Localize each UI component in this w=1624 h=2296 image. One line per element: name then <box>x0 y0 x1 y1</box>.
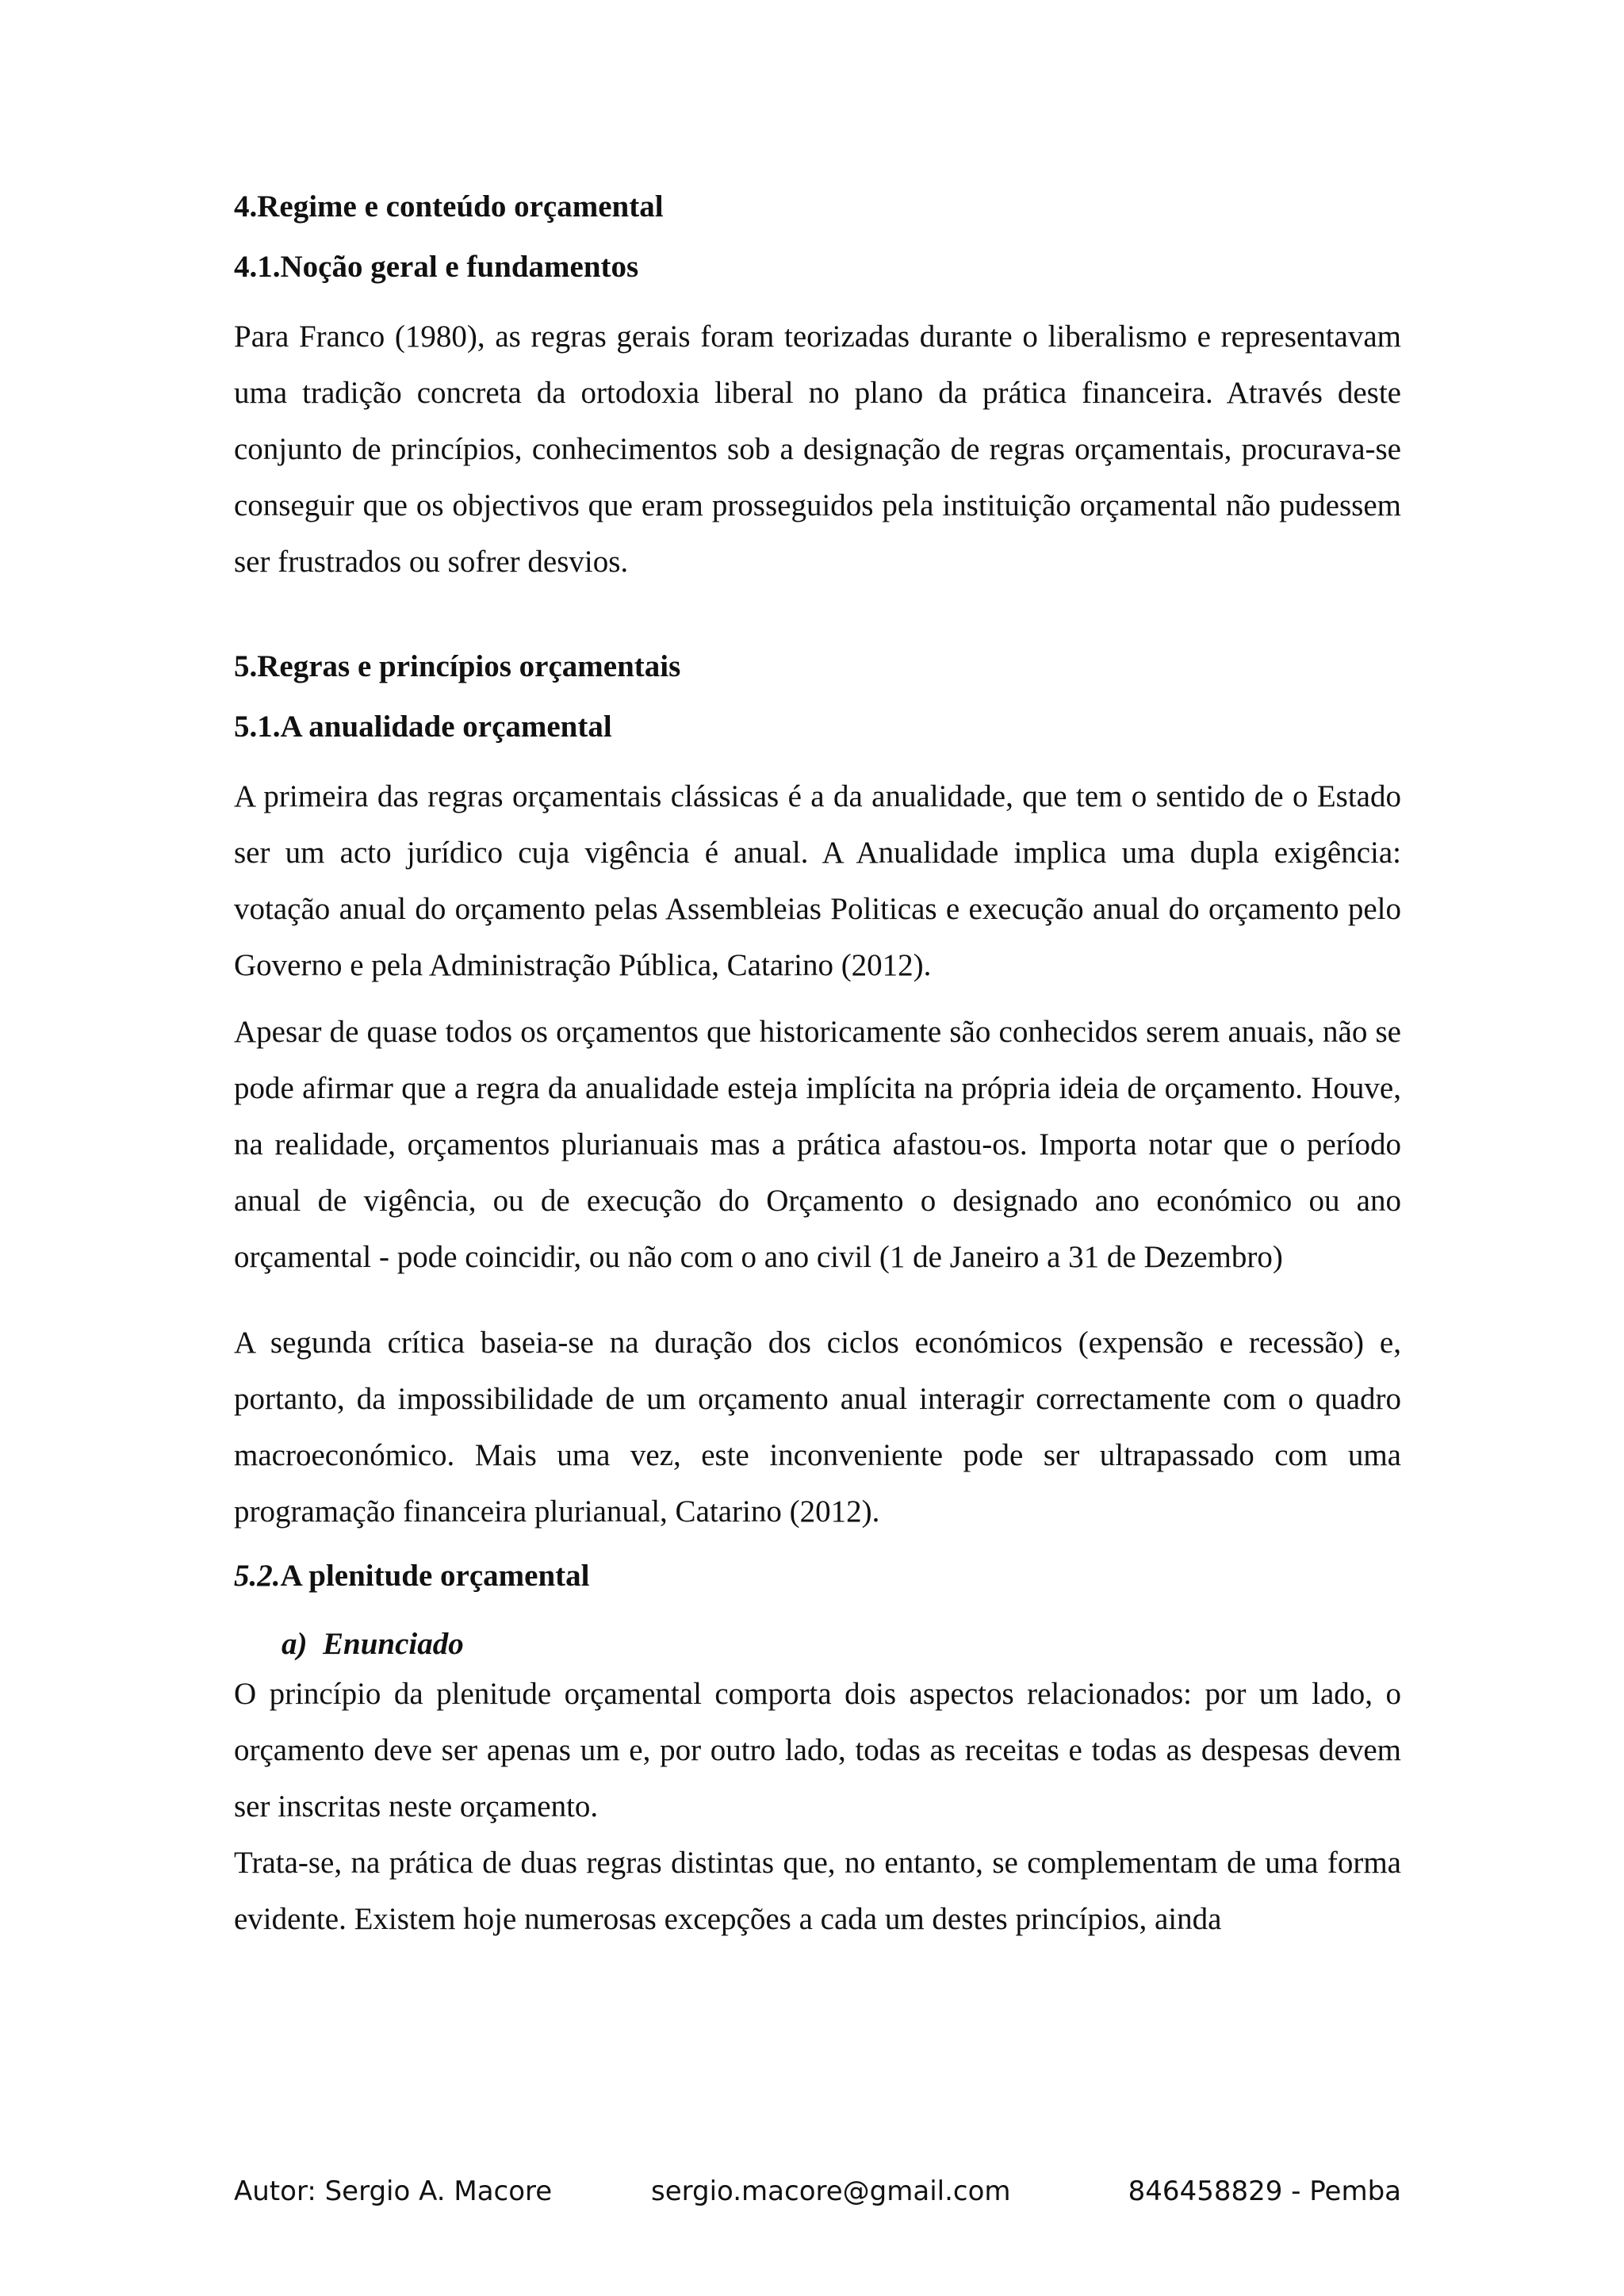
section-5-1-paragraph-2: Apesar de quase todos os orçamentos que historicamente são conhecidos serem anuais, não se pode afirmar que a regra da anualidade esteja implícita na própria ideia de orçamento. Houve, na realidade, orçamentos plurianuais mas a prática afastou-os. Importa notar que o período anual de vigência, ou de execução do Orçamento o designado ano económico ou ano orçamental - pode coincidir, ou não com o ano civil (1 de Janeiro a 31 de Dezembro) <box>234 1015 1401 1274</box>
section-5-1-paragraph-3: A segunda crítica baseia-se na duração dos ciclos económicos (expensão e recessão) e, portanto, da impossibilidade de um orçamento anual interagir correctamente com o quadro macroeconómico. Mais uma vez, este inconveniente pode ser ultrapassado com uma programação financeira plurianual, Catarino (2012). <box>234 1326 1401 1529</box>
footer-author: Autor: Sergio A. Macore <box>234 2175 553 2207</box>
section-4-1-paragraph: Para Franco (1980), as regras gerais foram teorizadas durante o liberalismo e representavam uma tradição concreta da ortodoxia liberal no plano da prática financeira. Através deste conjunto de princípios, conhecimentos sob a designação de regras orçamentais, procurava-se conseguir que os objectivos que eram prosseguidos pela instituição orçamental não pudessem ser frustrados ou sofrer desvios. <box>234 320 1401 579</box>
footer-email: sergio.macore@gmail.com <box>651 2175 1011 2207</box>
section-5-1-heading: 5.1.A anualidade orçamental <box>234 710 612 744</box>
section-5-1-paragraph-1: A primeira das regras orçamentais clássicas é a da anualidade, que tem o sentido de o Estado ser um acto jurídico cuja vigência é anual. A Anualidade implica uma dupla exigência: votação anual do orçamento pelas Assembleias Politicas e execução anual do orçamento pelo Governo e pela Administração Pública, Catarino (2012). <box>234 779 1401 982</box>
section-5-2-paragraph-1: O princípio da plenitude orçamental comporta dois aspectos relacionados: por um lado, o orçamento deve ser apenas um e, por outro lado, todas as receitas e todas as despesas devem ser inscritas neste orçamento. <box>234 1677 1401 1823</box>
section-5-2-subheading: a) Enunciado <box>282 1627 464 1661</box>
section-5-2-paragraph-2: Trata-se, na prática de duas regras distintas que, no entanto, se complementam de uma forma evidente. Existem hoje numerosas excepções a cada um destes princípios, ainda <box>234 1846 1401 1936</box>
section-4-1-heading: 4.1.Noção geral e fundamentos <box>234 250 639 284</box>
section-5-2-number: 5.2. <box>234 1559 281 1593</box>
footer-phone: 846458829 - Pemba <box>1128 2175 1401 2207</box>
page-content <box>234 187 1401 1947</box>
section-5-heading: 5.Regras e princípios orçamentais <box>234 649 681 683</box>
section-5-2-title: A plenitude orçamental <box>280 1559 590 1593</box>
section-5-2-heading <box>234 1556 1401 1596</box>
page-footer <box>234 2175 1401 2215</box>
section-4-heading: 4.Regime e conteúdo orçamental <box>234 189 664 224</box>
